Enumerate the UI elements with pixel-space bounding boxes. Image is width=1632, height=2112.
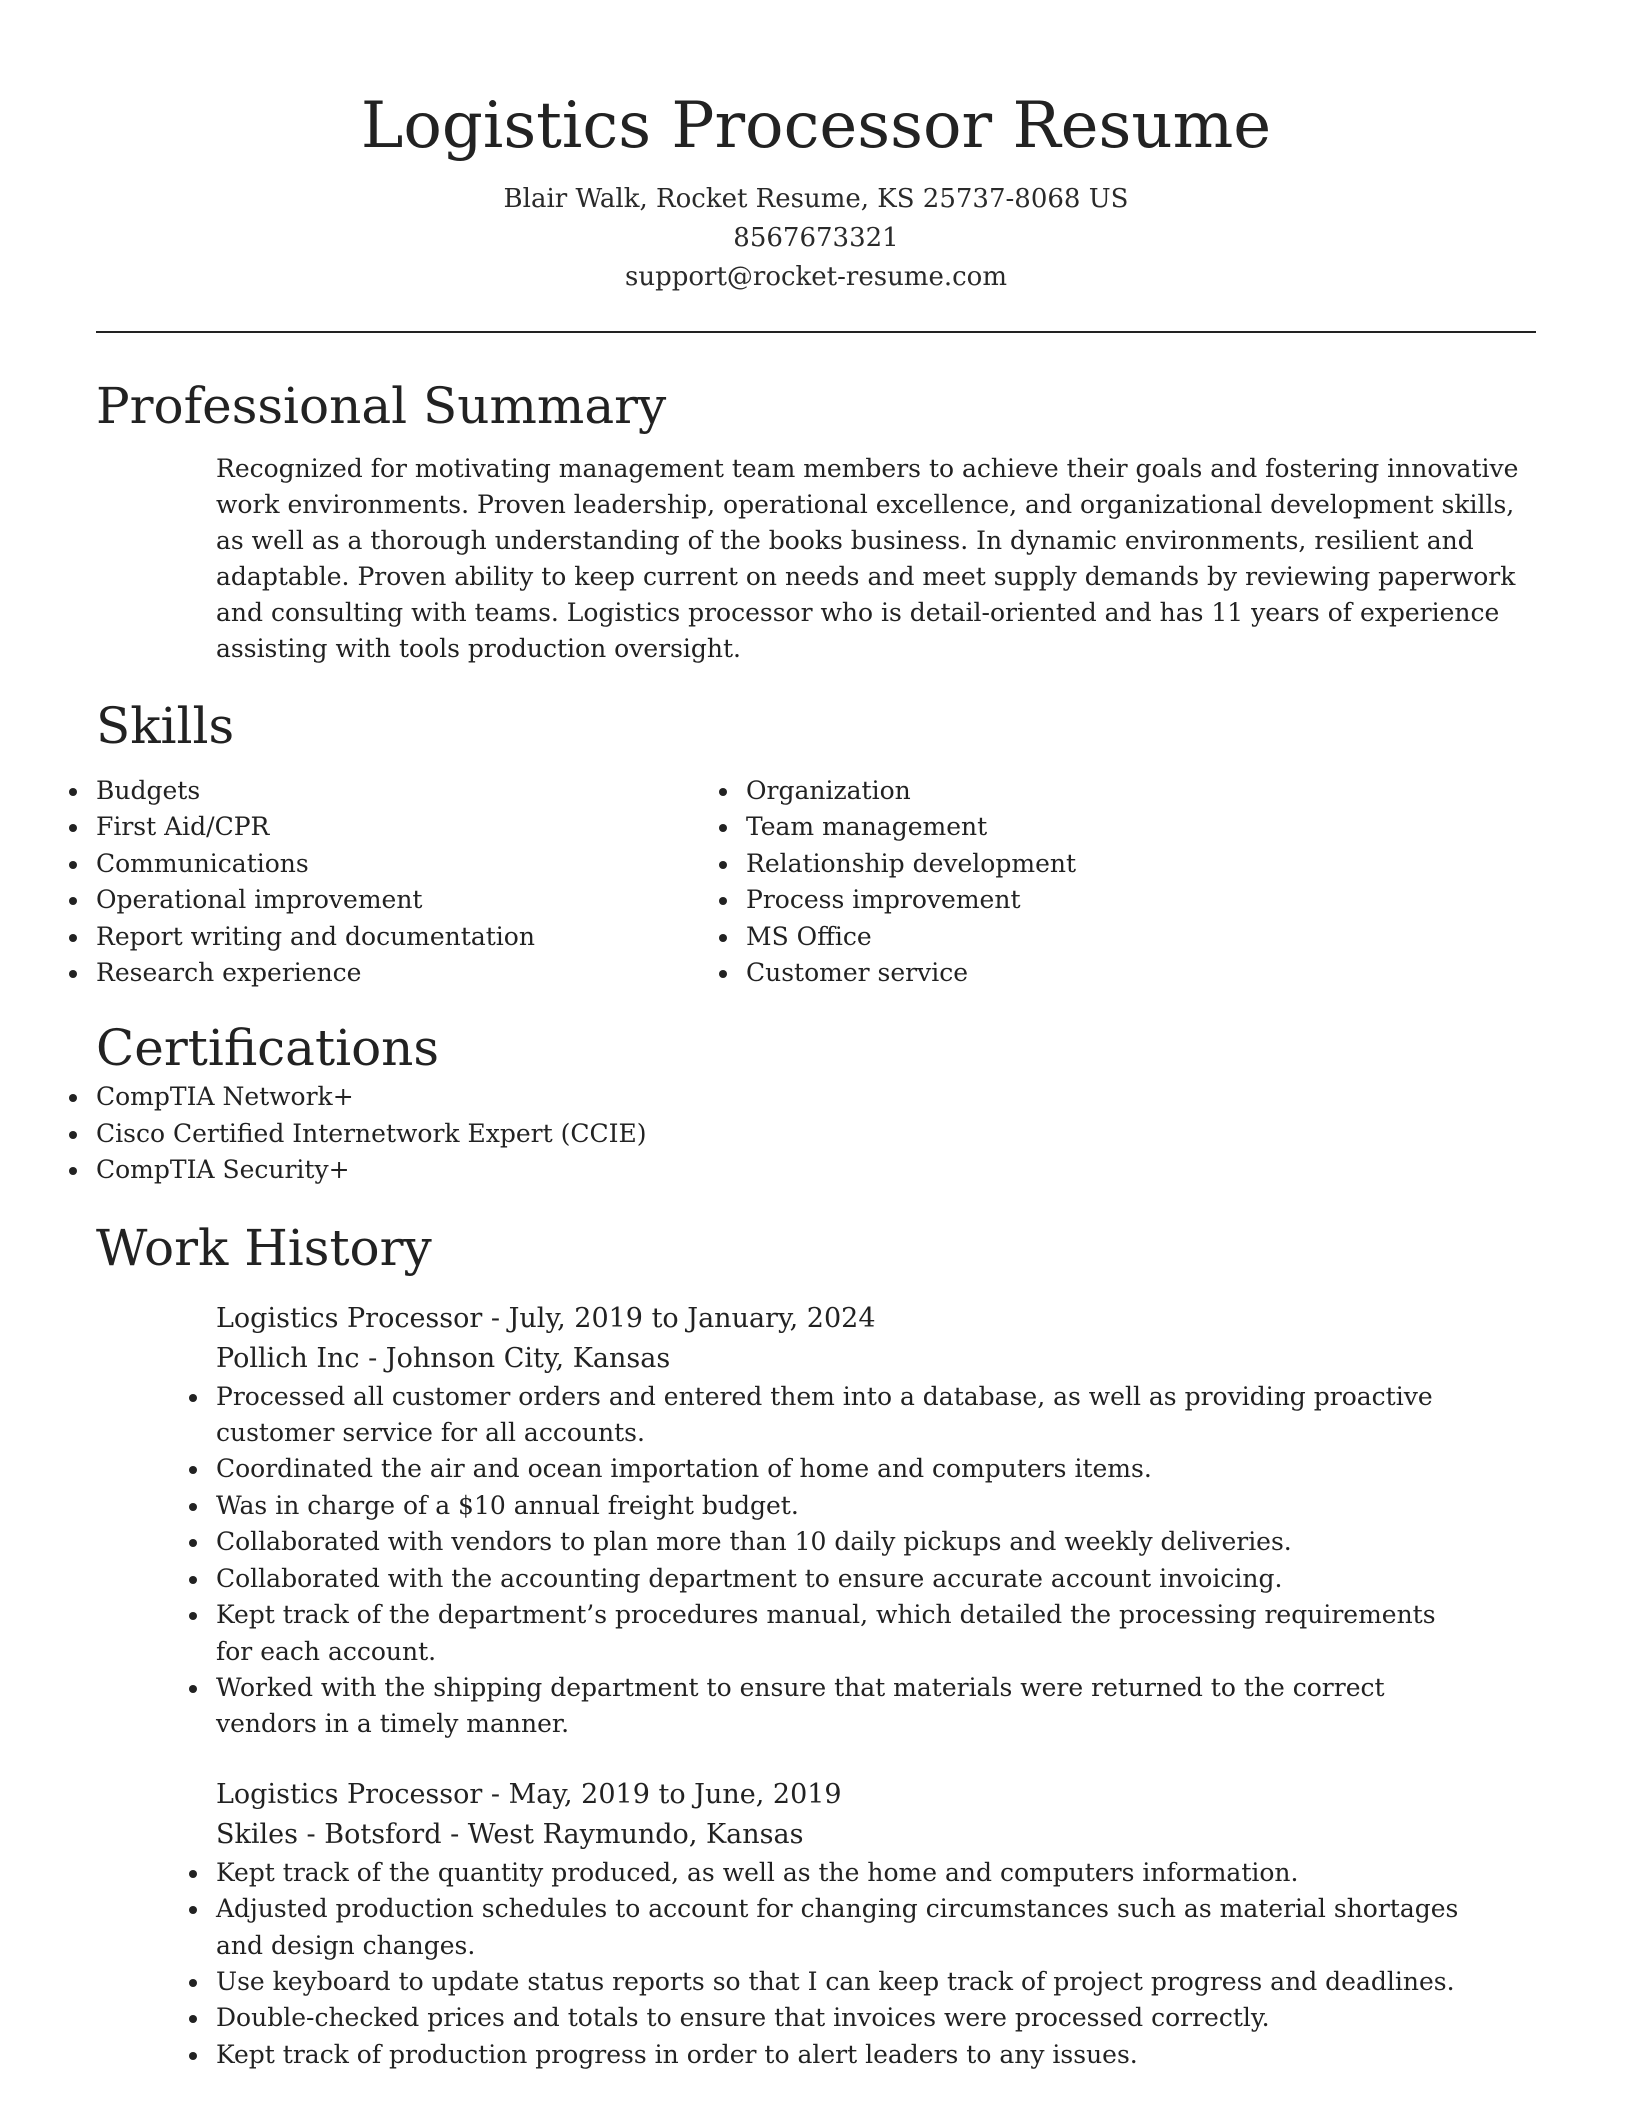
skill-item: Communications	[96, 846, 746, 882]
certification-item: CompTIA Network+	[96, 1079, 1536, 1115]
job-title-dates: Logistics Processor - May, 2019 to June, 2019	[216, 1778, 842, 1810]
skills-column-left	[96, 773, 746, 991]
section-heading-work-history: Work History	[96, 1218, 432, 1277]
skill-item: Team management	[746, 809, 1306, 845]
skill-item: Process improvement	[746, 882, 1306, 918]
section-work-history	[96, 1217, 1536, 2074]
section-heading-certifications: Certifications	[96, 1019, 440, 1078]
resume-page	[96, 0, 1536, 2073]
resume-header	[96, 0, 1536, 297]
skill-item: MS Office	[746, 919, 1306, 955]
skill-item: Customer service	[746, 955, 1306, 991]
job-duty-item: Use keyboard to update status reports so that I can keep track of project progress and deadlines.	[216, 1964, 1476, 2000]
section-certifications	[96, 1017, 1536, 1188]
job-duty-item: Double-checked prices and totals to ensure that invoices were processed correctly.	[216, 2000, 1476, 2036]
job-company-location: Skiles - Botsford - West Raymundo, Kansas	[216, 1818, 804, 1850]
section-skills	[96, 695, 1536, 991]
job-duty-item: Collaborated with the accounting department to ensure accurate account invoicing.	[216, 1561, 1476, 1597]
header-divider	[96, 331, 1536, 333]
certification-item: Cisco Certified Internetwork Expert (CCIE)	[96, 1116, 1536, 1152]
certification-item: CompTIA Security+	[96, 1152, 1536, 1188]
job-entry	[216, 1299, 1536, 1743]
section-heading-summary: Professional Summary	[96, 377, 667, 435]
section-professional-summary	[96, 375, 1536, 667]
job-entry	[216, 1775, 1536, 2073]
certification-list	[96, 1079, 1536, 1188]
contact-info	[96, 180, 1536, 297]
job-duties-list	[216, 1855, 1476, 2073]
job-duty-item: Kept track of production progress in order to alert leaders to any issues.	[216, 2037, 1476, 2073]
contact-address: Blair Walk, Rocket Resume, KS 25737-8068 US	[503, 184, 1129, 214]
section-heading-skills: Skills	[96, 697, 235, 755]
job-duty-item: Was in charge of a $10 annual freight budget.	[216, 1488, 1476, 1524]
skill-item: First Aid/CPR	[96, 809, 746, 845]
skill-item: Budgets	[96, 773, 746, 809]
job-duty-item: Adjusted production schedules to account for changing circumstances such as material shortages and design changes.	[216, 1891, 1476, 1964]
skill-item: Research experience	[96, 955, 746, 991]
job-duties-list	[216, 1379, 1476, 1743]
skill-item: Operational improvement	[96, 882, 746, 918]
skill-item: Organization	[746, 773, 1306, 809]
skill-item: Relationship development	[746, 846, 1306, 882]
contact-phone: 8567673321	[733, 223, 899, 253]
skills-column-right	[746, 773, 1306, 991]
skill-item: Report writing and documentation	[96, 919, 746, 955]
job-duty-item: Processed all customer orders and entered them into a database, as well as providing proactive customer service for all accounts.	[216, 1379, 1476, 1452]
summary-paragraph: Recognized for motivating management team members to achieve their goals and fostering innovative work environments. Proven leadership, operational excellence, and organizational development skills, as well as a thorough understanding of the books business. In dynamic environments, resilient and adaptable. Proven ability to keep current on needs and meet supply demands by reviewing paperwork and consulting with teams. Logistics processor who is detail-oriented and has 11 years of experience assisting with tools production oversight.	[216, 454, 1519, 663]
job-company-location: Pollich Inc - Johnson City, Kansas	[216, 1342, 671, 1374]
job-duty-item: Kept track of the quantity produced, as well as the home and computers information.	[216, 1855, 1476, 1891]
resume-title: Logistics Processor Resume	[360, 89, 1272, 163]
job-title-dates: Logistics Processor - July, 2019 to January, 2024	[216, 1302, 876, 1334]
job-duty-item: Kept track of the department’s procedures manual, which detailed the processing requirements for each account.	[216, 1597, 1476, 1670]
job-duty-item: Worked with the shipping department to ensure that materials were returned to the correct vendors in a timely manner.	[216, 1670, 1476, 1743]
job-duty-item: Coordinated the air and ocean importation of home and computers items.	[216, 1451, 1476, 1487]
job-duty-item: Collaborated with vendors to plan more than 10 daily pickups and weekly deliveries.	[216, 1524, 1476, 1560]
contact-email: support@rocket-resume.com	[624, 262, 1007, 292]
skills-grid	[96, 773, 1536, 991]
